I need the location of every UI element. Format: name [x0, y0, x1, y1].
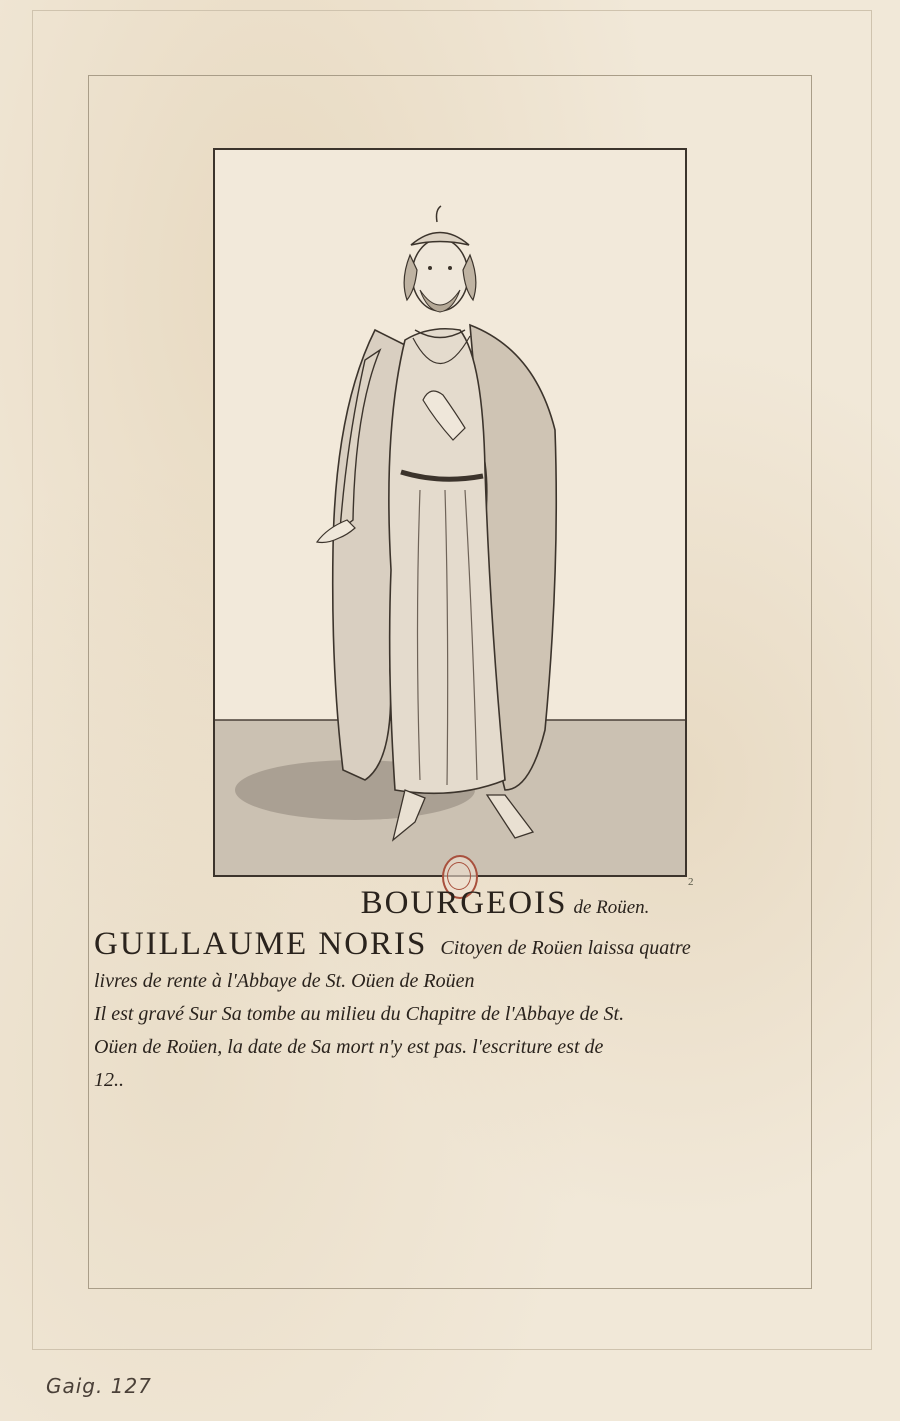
illustration-frame — [213, 148, 687, 877]
inscription-line-2: livres de rente à l'Abbaye de St. Oüen de Roüen — [94, 970, 475, 992]
person-name: GUILLAUME NORIS — [94, 926, 428, 962]
inscription-line-4: Oüen de Roüen, la date de Sa mort n'y est pas. l'escriture est de — [94, 1036, 604, 1058]
inscription-line-5: 12.. — [94, 1069, 124, 1091]
bourgeois-figure-drawing — [215, 150, 685, 875]
inscription-line-1 — [94, 928, 816, 965]
caption-title-main: BOURGEOIS — [360, 885, 568, 921]
caption-title-sub: de Roüen. — [573, 897, 650, 918]
catalog-mark: Gaig. 127 — [46, 1374, 152, 1398]
inscription-line-3: Il est gravé Sur Sa tombe au milieu du Chapitre de l'Abbaye de St. — [94, 1003, 625, 1025]
inscription-line-1-rest: Citoyen de Roüen laissa quatre — [440, 937, 691, 959]
caption-title — [0, 885, 900, 922]
margin-mark: 2 — [688, 876, 694, 888]
inscription-text — [94, 928, 816, 1097]
